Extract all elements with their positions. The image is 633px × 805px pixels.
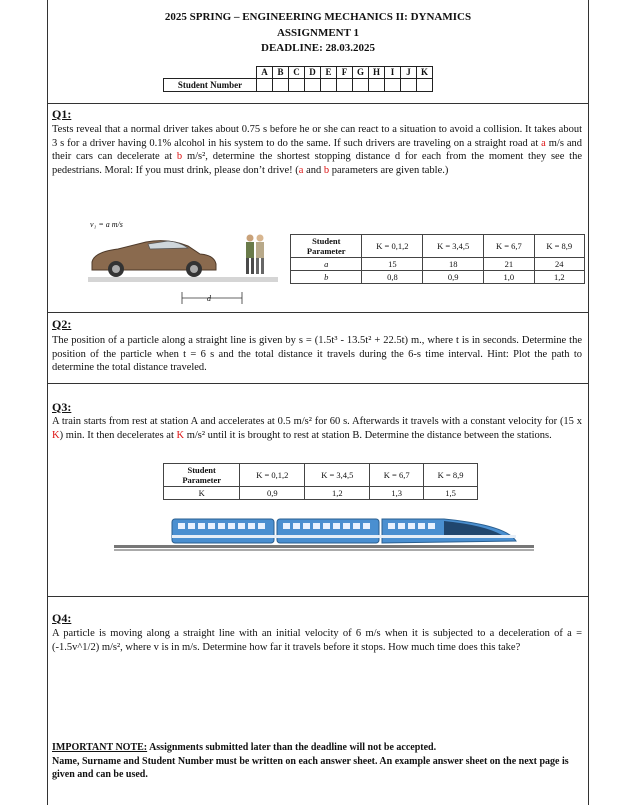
- divider: [48, 103, 588, 104]
- car-pedestrian-illustration: [88, 232, 278, 312]
- letter-cell: A: [257, 67, 273, 78]
- q1-title: Q1:: [52, 107, 72, 121]
- divider: [48, 596, 588, 597]
- course-title: 2025 SPRING – ENGINEERING MECHANICS II: DYNAMICS: [164, 11, 472, 23]
- table-header: K = 3,4,5: [423, 235, 484, 258]
- student-number-row: [163, 78, 433, 92]
- table-row: b 0,8 0,9 1,0 1,2: [291, 271, 585, 284]
- table-header: K = 6,7: [484, 235, 534, 258]
- student-number-cell[interactable]: [353, 79, 369, 91]
- student-number-cell[interactable]: [289, 79, 305, 91]
- table-row: K 0,9 1,2 1,3 1,5: [164, 487, 478, 500]
- letter-cell: B: [273, 67, 289, 78]
- important-note: IMPORTANT NOTE: Assignments submitted later than the deadline will not be accepted. Name, Surname and Student Number must be written on each answer sheet. An example answer sheet on the next page is given and can be used.: [52, 742, 569, 780]
- student-number-cell[interactable]: [385, 79, 401, 91]
- q4-text: A particle is moving along a straight line with an initial velocity of 6 m/s when it is subjected to a deceleration of a = (-1.5v^1/2) m/s², where v is in m/s. Determine how far it travels before it stops. How much time does this take?: [52, 628, 582, 653]
- table-corner: Student Parameter: [291, 235, 362, 258]
- table-corner: Student Parameter: [164, 464, 240, 487]
- table-header: K = 8,9: [424, 464, 478, 487]
- student-number-cell[interactable]: [321, 79, 337, 91]
- student-number-cell[interactable]: [417, 79, 432, 91]
- student-number-cell[interactable]: [401, 79, 417, 91]
- student-number-label: Student Number: [164, 79, 257, 91]
- letter-cell: F: [337, 67, 353, 78]
- student-number-cell[interactable]: [257, 79, 273, 91]
- student-number-cell[interactable]: [305, 79, 321, 91]
- q1-parameter-table: [290, 234, 585, 284]
- q3-text: A train starts from rest at station A and accelerates at 0.5 m/s² for 60 s. Afterwards it travels with a constant velocity for (15 x K) min. It then decelerates at K m/s² until it is brought to rest at station B. Determine the distance between the stations.: [52, 416, 582, 441]
- letter-cell: H: [369, 67, 385, 78]
- table-header: K = 8,9: [534, 235, 584, 258]
- table-row: a 15 18 21 24: [291, 258, 585, 271]
- table-header: K = 3,4,5: [305, 464, 370, 487]
- q3-parameter-table: [163, 463, 478, 500]
- letter-cell: D: [305, 67, 321, 78]
- letter-cell: E: [321, 67, 337, 78]
- letter-cell: I: [385, 67, 401, 78]
- velocity-label: v₁ = a m/s: [90, 220, 123, 229]
- q2-text: The position of a particle along a straight line is given by s = (1.5t³ - 13.5t² + 22.5t) m., where t is in seconds. Determine the position of the particle when t = 6 s and the total distance it travels during the 6-s time interval. Hint: Plot the path to determine the total distance traveled.: [52, 335, 582, 373]
- letter-cell: K: [420, 67, 428, 77]
- table-header: K = 0,1,2: [362, 235, 423, 258]
- letter-cell: C: [289, 67, 305, 78]
- train-illustration: [114, 515, 534, 555]
- q1-text: Tests reveal that a normal driver takes about 0.75 s before he or she can react to a situation to avoid a collision. It takes about 3 s for a driver having 0.1% alcohol in his system to do the same. If such drivers are traveling on a straight road at a m/s and their cars can decelerate at b m/s², determine the shortest stopping distance d for each from the moment they see the pedestrians. Moral: If you must drink, please don’t drive! (a and b parameters are given table.): [52, 124, 582, 176]
- distance-label: d: [207, 294, 211, 303]
- divider: [48, 312, 588, 313]
- divider: [48, 383, 588, 384]
- student-number-cell[interactable]: [369, 79, 385, 91]
- assignment-page: [47, 0, 589, 805]
- table-header: K = 0,1,2: [240, 464, 305, 487]
- q2-title: Q2:: [52, 317, 72, 331]
- q3-title: Q3:: [52, 400, 72, 414]
- student-number-cell[interactable]: [337, 79, 353, 91]
- table-header: K = 6,7: [370, 464, 424, 487]
- q4-title: Q4:: [52, 611, 72, 625]
- student-number-cell[interactable]: [273, 79, 289, 91]
- letter-cell: G: [353, 67, 369, 78]
- letter-cell: J: [401, 67, 417, 78]
- deadline: DEADLINE: 28.03.2025: [261, 42, 375, 54]
- assignment-title: ASSIGNMENT 1: [276, 27, 359, 39]
